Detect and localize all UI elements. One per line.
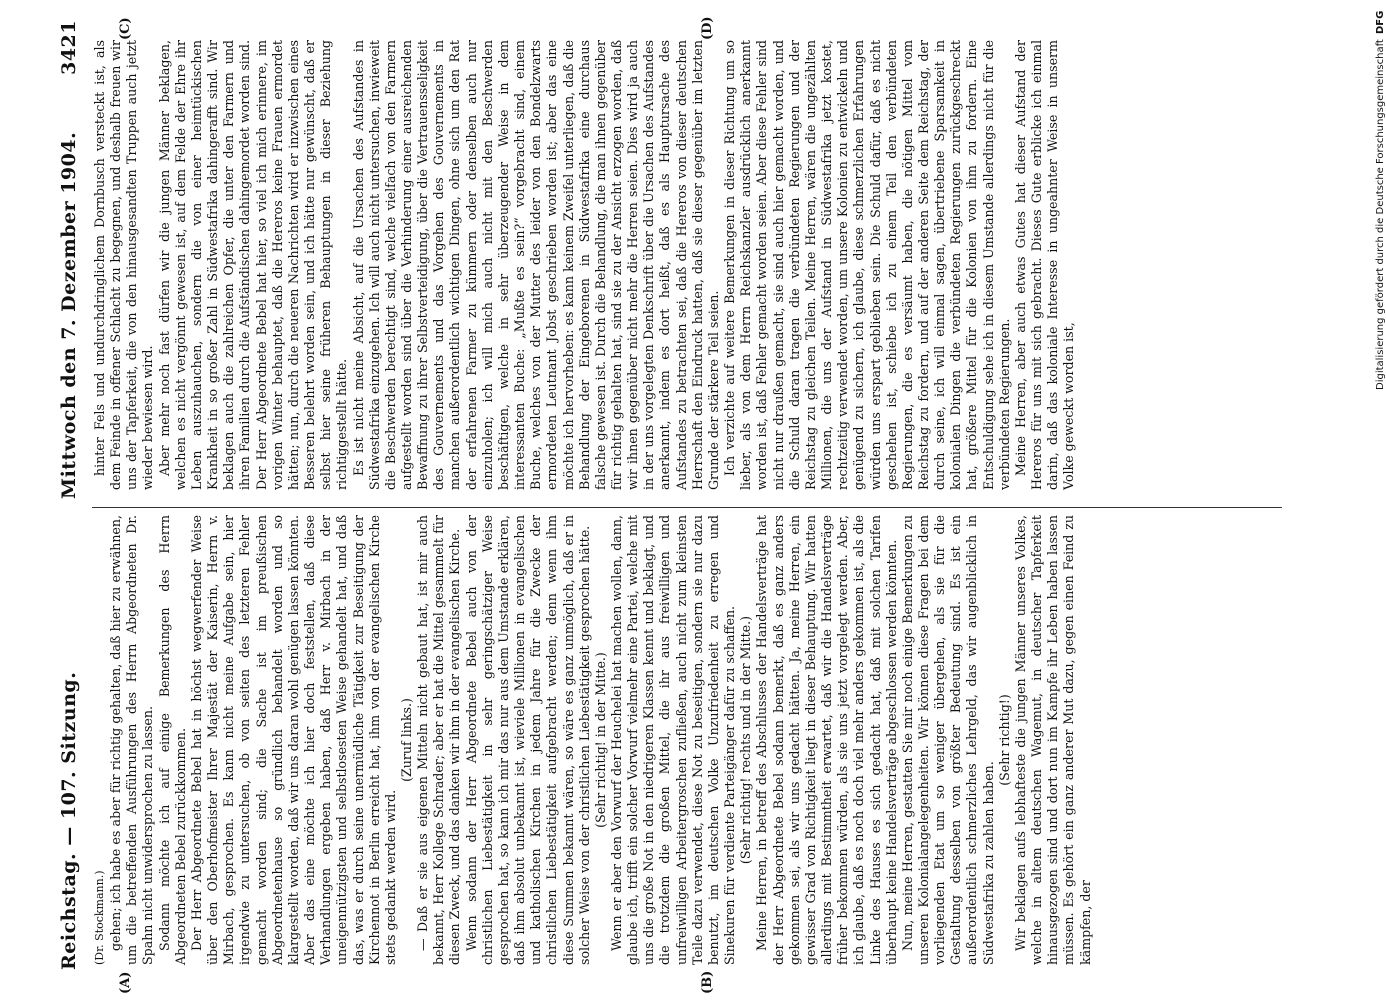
margin-marker-c: (C) [118, 17, 133, 40]
paragraph: Der Herr Abgeordnete Bebel hat in höchst wegwerfender Weise über den Oberhofmeister Ihrer Majestät der Kaiserin, Herrn v. Mirbach, gesprochen. Es kann nicht meine Aufgabe sein, hier irgendwie zu untersuchen, ob von seiten des letzteren Fehler gemacht worden sind; die Sache ist im preußischen Abgeordnetenhause so gründlich behandelt worden und so klargestellt worden, daß wir uns daran wohl genügen lassen könnten. Aber das eine möchte ich hier doch feststellen, daß diese Verhandlungen ergeben haben, daß Herr v. Mirbach in der uneigennützigsten und selbstlosesten Weise gehandelt hat, und daß das, was er durch seine unermüdliche Tätigkeit zur Beseitigung der Kirchennot in Berlin erreicht hat, ihm von der evangelischen Kirche stets gedankt werden wird. [188, 515, 398, 965]
header-session: Reichstag. — 107. Sitzung. [58, 671, 80, 970]
column-divider [92, 507, 1282, 508]
interjection: (Sehr richtig! rechts und in der Mitte.) [738, 615, 754, 865]
interjection: (Zuruf links.) [398, 698, 414, 782]
paragraph: Meine Herren, aber auch etwas Gutes hat dieser Aufstand der Hereros für uns mit sich gebracht. Dieses Gute erblicke ich einmal darin, daß das koloniale Interesse in ungeahnter Weise in unserm Volke geweckt worden ist, [1012, 40, 1077, 490]
right-column [92, 40, 1282, 490]
digitization-note: Digitalisierung gefördert durch die Deutsche Forschungsgemeinschaft [1375, 39, 1386, 390]
paragraph: Wenn sodann der Herr Abgeordnete Bebel auch von der christlichen Liebestätigkeit in sehr geringschätziger Weise gesprochen hat, so kann ich mir das nur aus dem Umstande erklären, daß ihm absolut unbekannt ist, wieviele Millionen in evangelischen und katholischen Kirchen in jedem Jahre für die Zwecke der christlichen Liebestätigkeit aufgebracht werden; denn wenn ihm diese Summen bekannt wären, so wäre es ganz unmöglich, daß er in solcher Weise von der christlichen Liebestätigkeit gesprochen hätte. [463, 515, 592, 965]
paragraph: Meine Herren, in betreff des Abschlusses der Handelsverträge hat der Herr Abgeordnete Bebel sodann bemerkt, daß es ganz anders gekommen sei, als wir uns gedacht hätten. Ja, meine Herren, ein gewisser Grad von Richtigkeit liegt in dieser Behauptung. Wir hatten allerdings mit Bestimmtheit erwartet, daß wir die Handelsverträge früher bekommen würden, als sie uns jetzt vorgelegt werden. Aber, ich glaube, daß es noch doch viel mehr anders gekommen ist, als die Linke des Hauses es sich gedacht hat, daß mit solchen Tarifen überhaupt keine Handelsverträge abgeschlossen werden könnten. [754, 515, 899, 965]
left-column [92, 515, 1282, 965]
margin-marker-a: (A) [118, 971, 133, 994]
page-header [58, 20, 92, 970]
margin-marker-b: (B) [700, 970, 715, 994]
margin-marker-d: (D) [700, 16, 715, 40]
speaker-label: (Dr. Stockmann.) [93, 870, 106, 965]
paragraph: Wir beklagen aufs lebhafteste die jungen Männer unseres Volkes, welche in altem deutschen Wagemut, in deutscher Tapferkeit hinausgezogen sind und dort nun im Kampfe ihr Leben haben lassen müssen. Es gehört ein ganz anderer Mut dazu, gegen einen Feind zu kämpfen, der [1012, 515, 1093, 965]
paragraph: Ich verzichte auf weitere Bemerkungen in dieser Richtung um so lieber, als von dem Herrn Reichskanzler ausdrücklich anerkannt worden ist, daß Fehler gemacht worden seien. Aber diese Fehler sind nicht nur draußen gemacht, sie sind auch hier gemacht worden, und die Schuld daran tragen die verbündeten Regierungen und der Reichstag zu gleichen Teilen. Meine Herren, wären die ungezählten Millionen, die uns der Aufstand in Südwestafrika jetzt kostet, rechtzeitig verwendet worden, um unsere Kolonien zu entwickeln und genügend zu sichern, ich glaube, diese schmerzlichen Erfahrungen würden uns erspart geblieben sein. Die Schuld dafür, daß es nicht geschehen ist, schiebe ich zu einem Teil den verbündeten Regierungen, die es versäumt haben, die nötigen Mittel vom Reichstag zu fordern, und auf der anderen Seite dem Reichstag, der durch seine, ich will einmal sagen, übertriebene Sparsamkeit in kolonialen Dingen die verbündeten Regierungen zurückgeschreckt hat, größere Mittel für die Kolonien von ihm zu fordern. Eine Entschuldigung sehe ich in diesem Umstande allerdings nicht für die verbündeten Regierungen. [722, 40, 1012, 490]
dfg-logo: DFG [1375, 10, 1386, 34]
paragraph: Es ist nicht meine Absicht, auf die Ursachen des Aufstandes in Südwestafrika einzugehen. Ich will auch nicht untersuchen, inwieweit die Beschwerden berechtigt sind, welche vielfach von den Farmern aufgestellt worden sind über die Verhinderung einer ausreichenden Bewaffnung zu ihrer Selbstverteidigung, über die Vertrauensseligkeit des Gouvernements und das Vorgehen des Gouvernements in manchen außerordentlich wichtigen Dingen, ohne sich um den Rat der erfahrenen Farmer zu kümmern oder denselben auch nur einzuholen; ich will mich auch nicht mit den Beschwerden beschäftigen, welche in sehr überzeugender Weise in dem interessanten Buche: „Mußte es sein?“ vorgebracht sind, einem Buche, welches von der Mutter des leider von den Bondelzwarts ermordeten Leutnant Jobst geschrieben worden ist; aber das eine möchte ich hervorheben: es kann keinem Zweifel unterliegen, daß die Behandlung der Eingeborenen in Südwestafrika eine durchaus falsche gewesen ist. Durch die Behandlung, die man ihnen gegenüber für richtig gehalten hat, sind sie zu der Ansicht erzogen worden, daß wir ihnen gegenüber nicht mehr die Herren seien. Dies wird ja auch in der uns vorgelegten Denkschrift über die Ursachen des Aufstandes anerkannt, indem es dort heißt, daß es als Hauptursache des Aufstandes zu betrachten sei, daß die Hereros von dieser deutschen Herrschaft den Eindruck hatten, daß sie dieser gegenüber im letzten Grunde der stärkere Teil seien. [350, 40, 721, 490]
paragraph: Nun, meine Herren, gestatten Sie mir noch einige Bemerkungen zu unseren Kolonialangelegenheiten. Wir können diese Fragen bei dem vorliegenden Etat um so weniger übergehen, als sie für die Gestaltung desselben von größter Bedeutung sind. Es ist ein außerordentlich schmerzliches Lehrgeld, das wir augenblicklich in Südwestafrika zu zahlen haben. [899, 515, 996, 965]
paragraph: — Daß er sie aus eigenen Mitteln nicht gebaut hat, ist mir auch bekannt, Herr Kollege Schrader; aber er hat die Mittel gesammelt für diesen Zweck, und das danken wir ihm in der evangelischen Kirche. [415, 515, 463, 965]
paragraph: Sodann möchte ich auf einige Bemerkungen des Herrn Abgeordneten Bebel zurückkommen. [156, 515, 188, 965]
header-date-page [58, 20, 80, 499]
interjection: (Sehr richtig!) [996, 694, 1012, 786]
paragraph: Aber mehr noch fast dürfen wir die jungen Männer beklagen, welchen es nicht vergönnt gewesen ist, auf dem Felde der Ehre ihr Leben auszuhauchen, sondern die von einer heimtückischen Krankheit in so großer Zahl in Südwestafrika dahingerafft sind. Wir beklagen auch die zahlreichen Opfer, die unter den Farmern und ihren Familien durch die Aufständischen dahingemordet worden sind. Der Herr Abgeordnete Bebel hat hier, so viel ich mich erinnere, im vorigen Winter behauptet, daß die Hereros keine Frauen ermordet hätten; nun, durch die neueren Nachrichten wird er inzwischen eines Besseren belehrt worden sein, und ich hätte nur gewünscht, daß er selbst hier seine früheren Behauptungen in dieser Beziehung richtiggestellt hätte. [156, 40, 350, 490]
interjection: (Sehr richtig! in der Mitte.) [592, 652, 608, 828]
page-number: 3421 [58, 20, 80, 75]
paragraph: gehen; ich habe es aber für richtig gehalten, daß hier zu erwähnen, um die betreffenden Ausführungen des Herrn Abgeordneten Dr. Spahn nicht unwidersprochen zu lassen. [108, 515, 156, 965]
paragraph: hinter Fels und undurchdringlichem Dornbusch versteckt ist, als dem Feinde in offener Schlacht zu begegnen, und deshalb freuen wir uns der Tapferkeit, die von den hinausgesandten Truppen auch jetzt wieder bewiesen wird. [92, 40, 156, 490]
header-date: Mittwoch den 7. Dezember 1904. [58, 131, 80, 499]
paragraph: Wenn er aber den Vorwurf der Heuchelei hat machen wollen, dann, glaube ich, trifft ein solcher Vorwurf vielmehr eine Partei, welche mit uns die große Not in den niedrigeren Klassen kennt und beklagt, und die trotzdem die großen Mittel, die ihr aus freiwilligen und unfreiwilligen Arbeitergroschen zufließen, auch nicht zum kleinsten Teile dazu verwendet, diese Not zu beseitigen, sondern sie nur dazu benutzt, im deutschen Volke Unzufriedenheit zu erregen und Sinekuren für verdiente Parteigänger dafür zu schaffen. [609, 515, 738, 965]
